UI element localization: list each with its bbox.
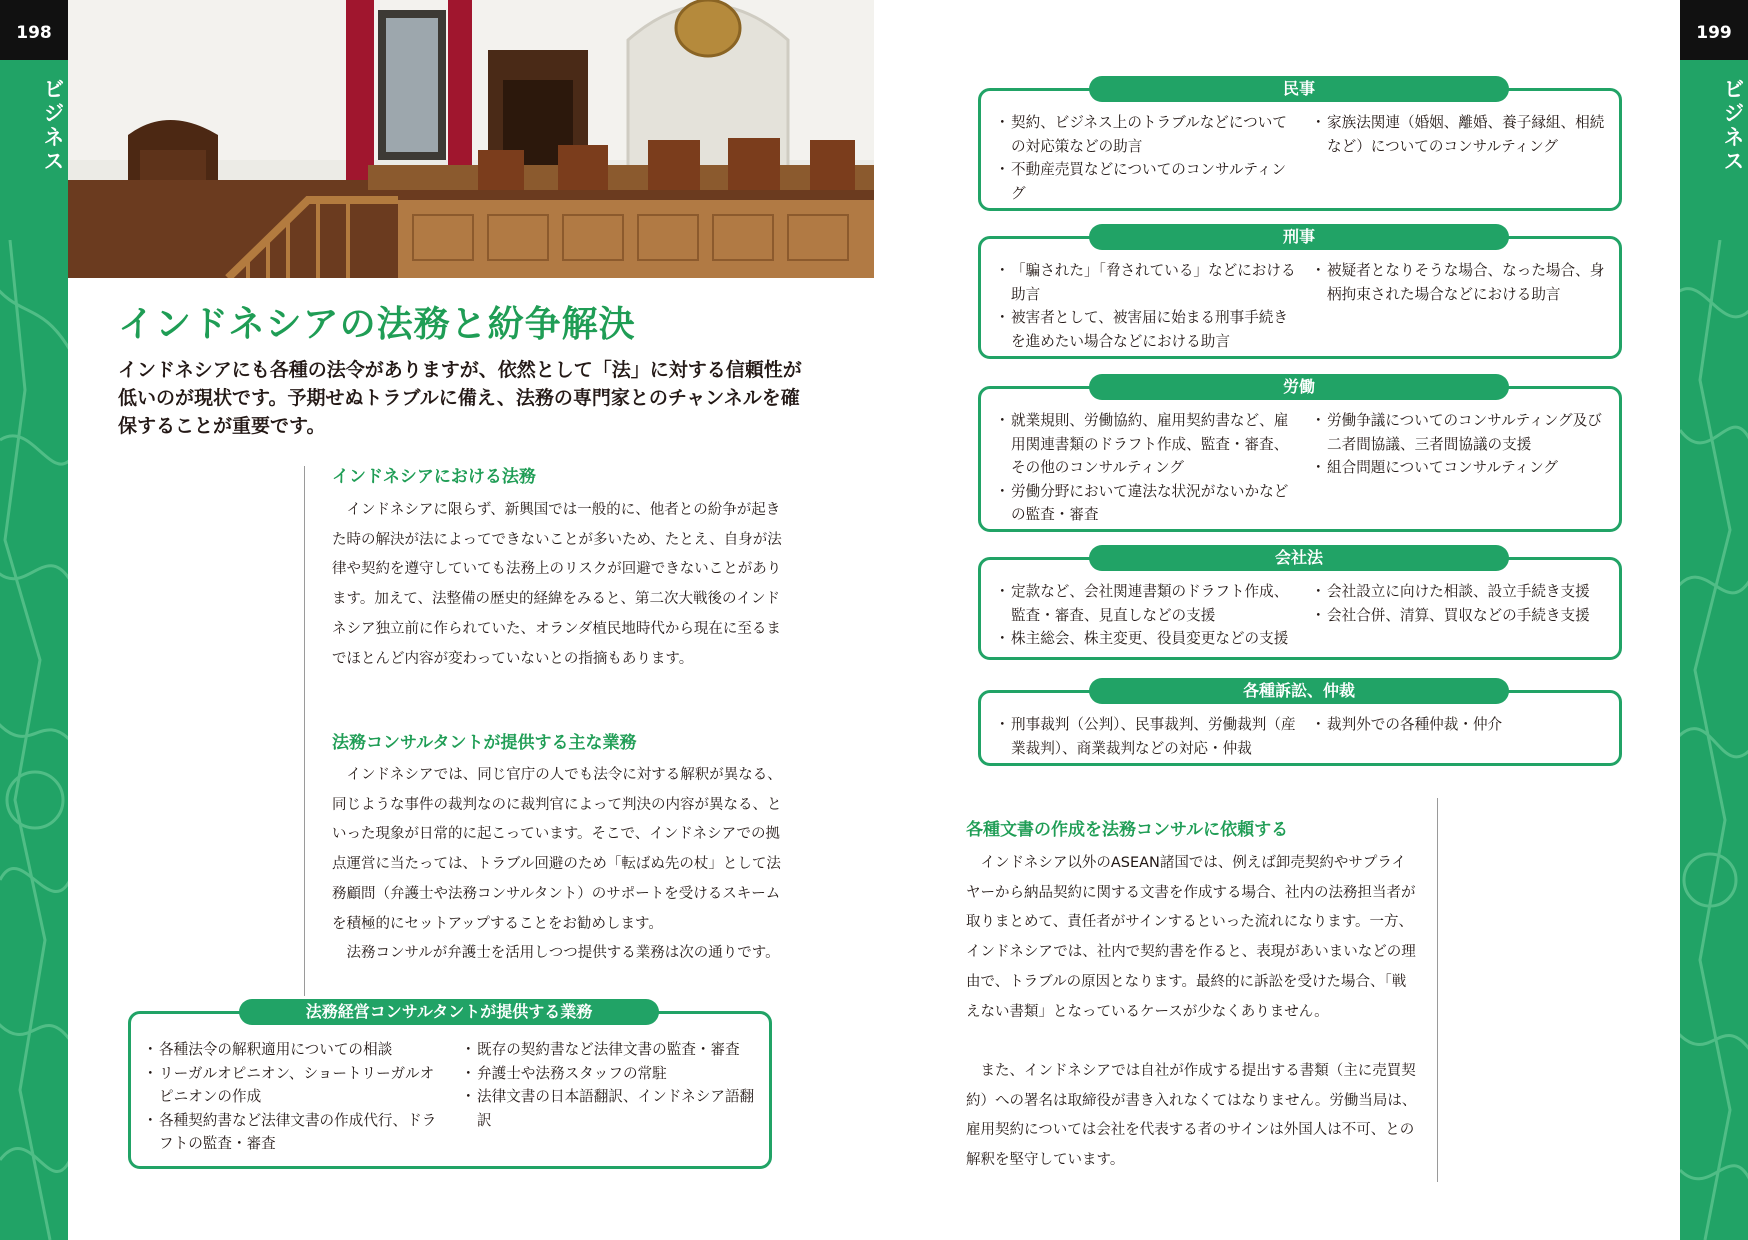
civil-box [978,79,1622,211]
column-rule-right [1437,798,1438,1182]
section-heading-consultant-services: 法務コンサルタントが提供する主な業務 [332,733,637,753]
consultant-services-box [128,1002,772,1169]
list-item: ・ 家族法関連（婚姻、離婚、養子縁組、相続など）についてのコンサルティング [1311,111,1607,158]
list-item: ・ リーガルオピニオン、ショートリーガルオピニオンの作成 [143,1062,443,1109]
list-item: ・ 労働分野において違法な状況がないかなどの監査・審査 [995,480,1297,527]
criminal-right-list [1311,259,1607,306]
list-item: ・ 各種法令の解釈適用についての相談 [143,1038,443,1062]
list-item: ・ 法律文書の日本語翻訳、インドネシア語翻訳 [461,1085,757,1132]
section-body-documents-2: また、インドネシアでは自社が作成する提出する書類（主に売買契約）への署名は取締役が書き入れなくてはなりません。労働当局は、雇用契約については会社を代表する者のサインは外国人は不可、との解釈を堅守しています。 [966,1063,1417,1169]
litigation-box-label: 各種訴訟、仲裁 [1089,678,1509,704]
list-item: ・ 定款など、会社関連書類のドラフト作成、監査・審査、見直しなどの支援 [995,580,1297,627]
criminal-left-list [995,259,1297,353]
company-law-box-label: 会社法 [1089,545,1509,571]
map-pattern-icon [1680,240,1748,1240]
company-law-right-list [1311,580,1607,627]
civil-box-label: 民事 [1089,76,1509,102]
list-item: ・ 各種契約書など法律文書の作成代行、ドラフトの監査・審査 [143,1109,443,1156]
page-number-right: 199 [1680,0,1748,60]
consultant-services-right-list [461,1038,757,1132]
list-item: ・ 被害者として、被害届に始まる刑事手続きを進めたい場合などにおける助言 [995,306,1297,353]
labor-box-label: 労働 [1089,374,1509,400]
list-item: ・ 組合問題についてコンサルティング [1311,456,1607,480]
courtroom-photo [68,0,874,278]
left-side-band [0,0,68,1240]
section-body-documents: インドネシア以外のASEAN諸国では、例えば卸売契約やサプライヤーから納品契約に関する文書を作成する場合、社内の法務担当者が取りまとめて、責任者がサインするといった流れになります。一方、インドネシアでは、社内で契約書を作ると、表現があいまいなどの理由で、トラブルの原因となります。最終的に訴訟を受けた場合、「戦えない書類」となっているケースが少なくありません。 [966,855,1416,1020]
list-item: ・ 会社設立に向けた相談、設立手続き支援 [1311,580,1607,604]
list-item: ・ 被疑者となりそうな場合、なった場合、身柄拘束された場合などにおける助言 [1311,259,1607,306]
criminal-box-label: 刑事 [1089,224,1509,250]
list-item: ・ 弁護士や法務スタッフの常駐 [461,1062,757,1086]
list-item: ・ 会社合併、清算、買収などの手続き支援 [1311,604,1607,628]
list-item: ・ 「騙された」「脅されている」などにおける助言 [995,259,1297,306]
right-side-band [1680,0,1748,1240]
company-law-left-list [995,580,1297,651]
article-lead: インドネシアにも各種の法令がありますが、依然として「法」に対する信頼性が低いのが現状です。予期せぬトラブルに備え、法務の専門家とのチャンネルを確保することが重要です。 [118,359,802,437]
list-item: ・ 労働争議についてのコンサルティング及び二者間協議、三者間協議の支援 [1311,409,1607,456]
list-item: ・ 株主総会、株主変更、役員変更などの支援 [995,627,1297,651]
map-pattern-icon [0,240,68,1240]
column-rule-left [304,466,305,996]
civil-left-list [995,111,1297,205]
company-law-box [978,548,1622,660]
list-item: ・ 就業規則、労働協約、雇用契約書など、雇用関連書類のドラフト作成、監査・審査、その他のコンサルティング [995,409,1297,480]
consultant-services-left-list [143,1038,443,1156]
list-item: ・ 裁判外での各種仲裁・仲介 [1311,713,1607,737]
litigation-box [978,681,1622,766]
list-item: ・ 不動産売買などについてのコンサルティング [995,158,1297,205]
section-body-consultant-services: インドネシアでは、同じ官庁の人でも法令に対する解釈が異なる、同じような事件の裁判なのに裁判官によって判決の内容が異なる、といった現象が日常的に起こっています。そこで、インドネシアでの拠点運営に当たっては、トラブル回避のため「転ばぬ先の杖」として法務顧問（弁護士や法務コンサルタント）のサポートを受けるスキームを積極的にセットアップすることをお勧めします。 [332,767,782,932]
section-heading-legal-affairs: インドネシアにおける法務 [332,467,536,487]
labor-box [978,377,1622,532]
section-tab-left: ビジネス [41,78,65,174]
list-item: ・ 刑事裁判（公判）、民事裁判、労働裁判（産業裁判）、商業裁判などの対応・仲裁 [995,713,1297,760]
litigation-right-list [1311,713,1607,737]
list-item: ・ 契約、ビジネス上のトラブルなどについての対応策などの助言 [995,111,1297,158]
page-number-left: 198 [0,0,68,60]
labor-left-list [995,409,1297,527]
litigation-left-list [995,713,1297,760]
article-title: インドネシアの法務と紛争解決 [118,304,636,345]
criminal-box [978,227,1622,359]
section-body-consultant-services-2: 法務コンサルが弁護士を活用しつつ提供する業務は次の通りです。 [346,945,780,961]
list-item: ・ 既存の契約書など法律文書の監査・審査 [461,1038,757,1062]
labor-right-list [1311,409,1607,480]
section-heading-documents: 各種文書の作成を法務コンサルに依頼する [966,820,1289,840]
civil-right-list [1311,111,1607,158]
consultant-services-box-label: 法務経営コンサルタントが提供する業務 [239,999,659,1025]
section-tab-right: ビジネス [1721,78,1745,174]
section-body-legal-affairs: インドネシアに限らず、新興国では一般的に、他者との紛争が起きた時の解決が法によってできないことが多いため、たとえ、自身が法律や契約を遵守していても法務上のリスクが回避できないことがあります。加えて、法整備の歴史的経緯をみると、第二次大戦後のインドネシア独立前に作られていた、オランダ植民地時代から現在に至るまでほとんど内容が変わっていないとの指摘もあります。 [332,502,782,667]
